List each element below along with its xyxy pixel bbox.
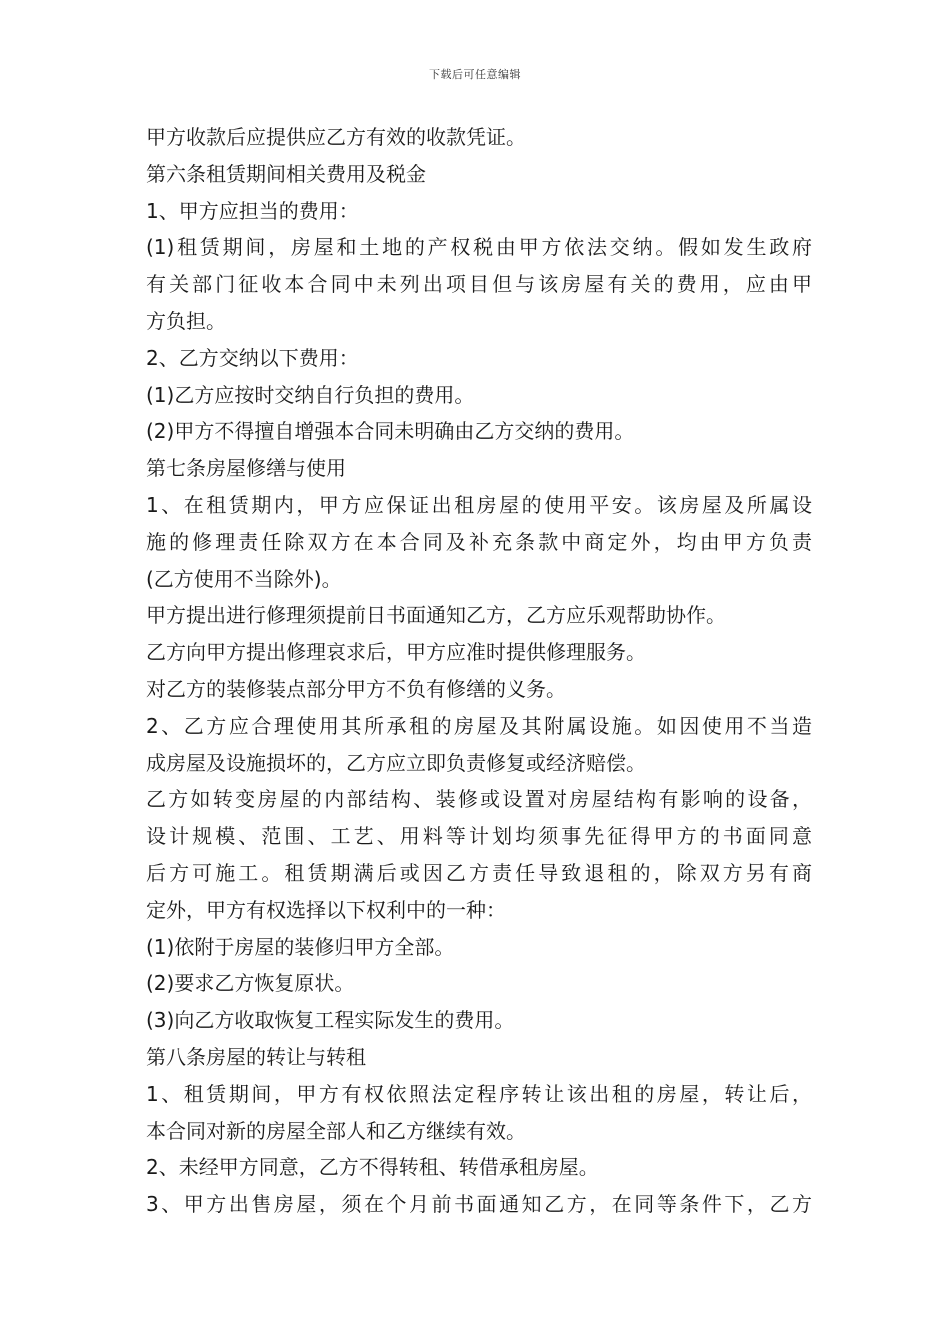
- text-line: 乙方如转变房屋的内部结构、装修或设置对房屋结构有影响的设备，: [146, 787, 812, 812]
- text-line: 1、租赁期间，甲方有权依照法定程序转让该出租的房屋，转让后，: [146, 1081, 812, 1106]
- page-header: 下载后可任意编辑: [429, 68, 521, 81]
- text-line: 成房屋及设施损坏的，乙方应立即负责修复或经济赔偿。: [146, 750, 646, 775]
- text-line: 有关部门征收本合同中未列出项目但与该房屋有关的费用，应由甲: [146, 272, 812, 297]
- text-line: (2)要求乙方恢复原状。: [146, 971, 355, 996]
- text-line: 3、甲方出售房屋，须在个月前书面通知乙方，在同等条件下，乙方: [146, 1192, 812, 1217]
- text-line: (1)依附于房屋的装修归甲方全部。: [146, 934, 455, 959]
- text-line: 第八条房屋的转让与转租: [146, 1044, 366, 1069]
- text-line: 对乙方的装修装点部分甲方不负有修缮的义务。: [146, 676, 566, 701]
- text-line: 本合同对新的房屋全部人和乙方继续有效。: [146, 1118, 526, 1143]
- text-line: 2、乙方交纳以下费用：: [146, 345, 359, 370]
- text-line: (1)租赁期间，房屋和土地的产权税由甲方依法交纳。假如发生政府: [146, 235, 812, 260]
- text-line: (3)向乙方收取恢复工程实际发生的费用。: [146, 1008, 515, 1033]
- text-line: 1、甲方应担当的费用：: [146, 198, 359, 223]
- text-line: (乙方使用不当除外)。: [146, 566, 342, 591]
- text-line: 乙方向甲方提出修理哀求后，甲方应准时提供修理服务。: [146, 640, 646, 665]
- text-line: 第六条租赁期间相关费用及税金: [146, 161, 426, 186]
- text-line: 甲方提出进行修理须提前日书面通知乙方，乙方应乐观帮助协作。: [146, 603, 726, 628]
- text-line: (2)甲方不得擅自增强本合同未明确由乙方交纳的费用。: [146, 419, 635, 444]
- text-line: 定外，甲方有权选择以下权利中的一种：: [146, 897, 506, 922]
- text-line: 设计规模、范围、工艺、用料等计划均须事先征得甲方的书面同意: [146, 824, 812, 849]
- document-body: [146, 119, 812, 1223]
- text-line: 2、未经甲方同意，乙方不得转租、转借承租房屋。: [146, 1155, 599, 1180]
- text-line: 2、乙方应合理使用其所承租的房屋及其附属设施。如因使用不当造: [146, 713, 812, 738]
- text-line: 后方可施工。租赁期满后或因乙方责任导致退租的，除双方另有商: [146, 860, 812, 885]
- text-line: 方负担。: [146, 308, 226, 333]
- text-line: 甲方收款后应提供应乙方有效的收款凭证。: [146, 125, 526, 149]
- text-line: 施的修理责任除双方在本合同及补充条款中商定外，均由甲方负责: [146, 529, 812, 554]
- text-line: (1)乙方应按时交纳自行负担的费用。: [146, 382, 475, 407]
- text-line: 第七条房屋修缮与使用: [146, 456, 346, 481]
- text-line: 1、在租赁期内，甲方应保证出租房屋的使用平安。该房屋及所属设: [146, 492, 812, 517]
